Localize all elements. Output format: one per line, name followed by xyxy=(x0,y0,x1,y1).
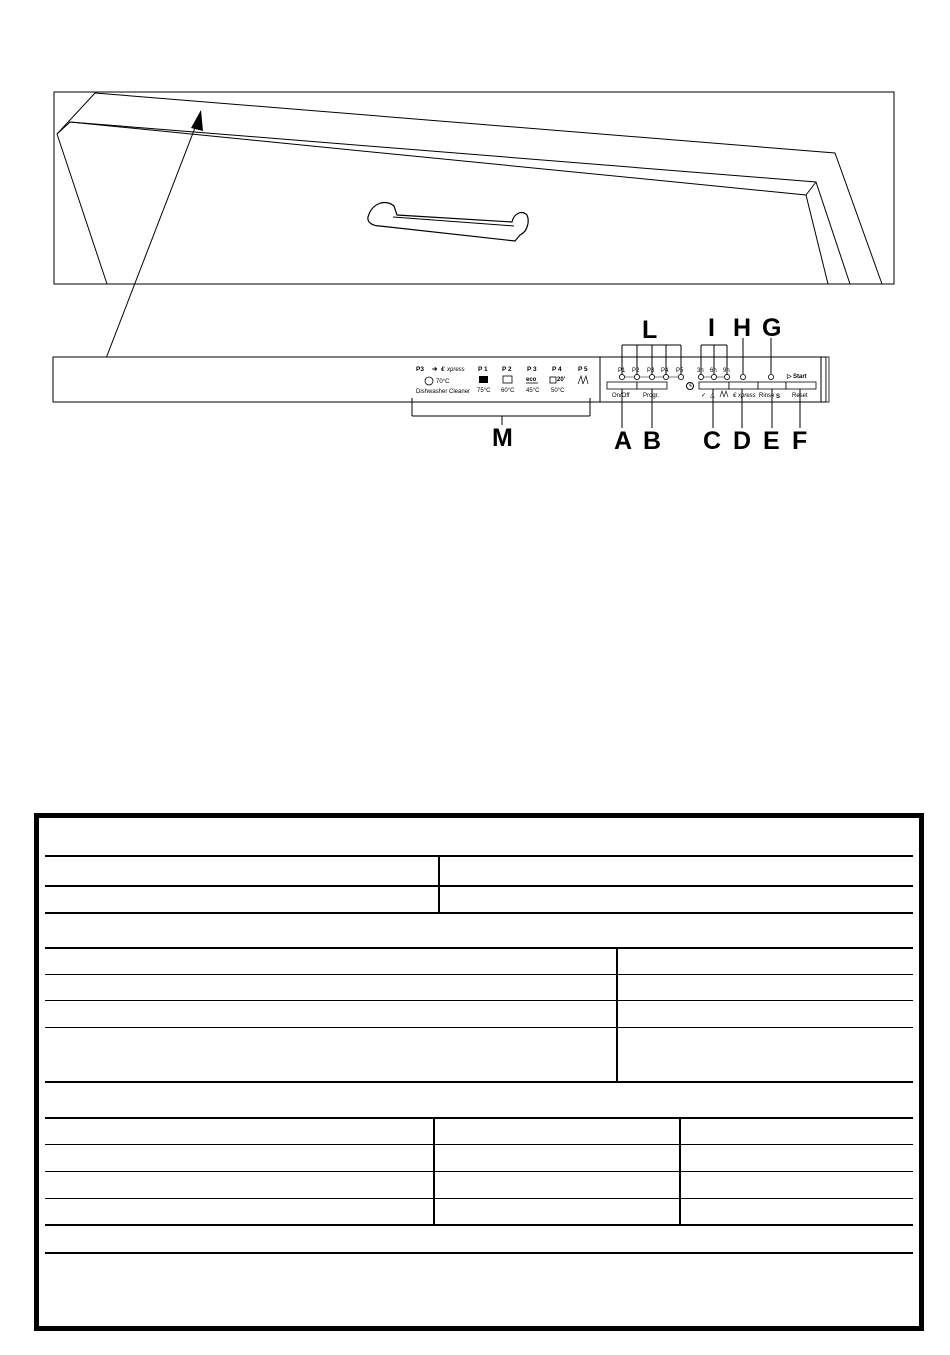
table-row xyxy=(45,887,913,914)
special-program-temperature: 70°C xyxy=(436,379,450,385)
table-row xyxy=(45,1028,913,1083)
express-label: xpress xyxy=(738,393,756,399)
callout-i: I xyxy=(708,314,715,342)
table-cell xyxy=(45,1001,618,1027)
callout-d: D xyxy=(733,427,752,455)
quick-badge: 20' xyxy=(557,377,566,383)
panel-location-arrow xyxy=(93,110,203,392)
program-temp-p4: 50°C xyxy=(551,388,565,394)
start-reset-button[interactable] xyxy=(786,382,816,389)
arrow-right-icon: ➔ xyxy=(432,366,438,373)
spec-table xyxy=(34,813,924,1331)
led-label-3h: 3h xyxy=(697,368,704,374)
program-label-p1: P 1 xyxy=(478,366,488,373)
led-p1 xyxy=(619,374,624,379)
express-button[interactable] xyxy=(729,382,758,389)
start-label: Start xyxy=(793,374,807,380)
rinse-aid-icon: ✓ xyxy=(701,393,707,399)
door-illustration xyxy=(54,92,894,284)
led-label-p1: P1 xyxy=(618,368,626,374)
program-label-p2: P 2 xyxy=(502,366,512,373)
table-cell xyxy=(45,1119,435,1144)
table-cell xyxy=(45,1145,435,1171)
table-cell xyxy=(45,1028,618,1081)
callout-b: B xyxy=(643,427,662,455)
table-cell xyxy=(45,857,440,885)
table-cell xyxy=(45,887,440,912)
special-program-caption: Dishwasher Cleaner xyxy=(416,389,471,395)
salt-icon: △ xyxy=(710,393,715,399)
table-row xyxy=(45,1172,913,1199)
table-row xyxy=(45,1117,913,1145)
led-p5 xyxy=(678,374,683,379)
table-cell xyxy=(45,1199,435,1224)
table-cell xyxy=(45,975,618,1000)
rinse-button[interactable] xyxy=(758,382,786,389)
progr-button[interactable] xyxy=(637,382,667,389)
led-9h xyxy=(724,374,729,379)
door-inner-edge xyxy=(57,122,850,284)
reset-label: Reset xyxy=(792,393,808,399)
special-program-express: xpress xyxy=(447,367,465,373)
table-cell xyxy=(45,1172,435,1198)
callout-m: M xyxy=(492,424,513,452)
door-inner-panel xyxy=(70,122,828,284)
led-p2 xyxy=(634,374,639,379)
door-handle xyxy=(368,203,528,241)
program-label-p3: P 3 xyxy=(527,366,537,373)
table-cell xyxy=(435,1199,681,1224)
table-cell xyxy=(435,1119,681,1144)
callout-h: H xyxy=(733,314,752,342)
rinse-wave-icon: S xyxy=(776,394,781,400)
table-row xyxy=(45,1252,913,1254)
program-label-p5: P 5 xyxy=(578,366,588,373)
delay-button[interactable] xyxy=(699,382,729,389)
callout-f: F xyxy=(792,427,808,455)
on-off-button[interactable] xyxy=(607,382,637,389)
led-label-p4: P4 xyxy=(661,368,669,374)
program-label-p4: P 4 xyxy=(552,366,562,373)
eco-badge: eco xyxy=(526,377,537,383)
program-temp-p1: 75°C xyxy=(477,388,491,394)
arrowhead-icon xyxy=(191,110,203,131)
led-h xyxy=(740,374,745,379)
led-g xyxy=(768,374,773,379)
table-row xyxy=(45,1199,913,1226)
program-temp-p2: 60°C xyxy=(501,388,515,394)
led-label-9h: 9h xyxy=(723,368,730,374)
program-temp-p3: 45°C xyxy=(526,388,540,394)
express-e-icon: € xyxy=(441,366,445,373)
callout-e: E xyxy=(763,427,780,455)
led-p3 xyxy=(649,374,654,379)
panel-end-cap xyxy=(826,357,829,402)
door-side-left xyxy=(57,134,107,284)
start-play-icon: ▷ xyxy=(787,374,792,380)
table-row xyxy=(45,975,913,1001)
callout-c: C xyxy=(703,427,722,455)
on-off-label: On/Off xyxy=(612,393,630,399)
led-3h xyxy=(698,374,703,379)
led-p4 xyxy=(663,374,668,379)
door-corner xyxy=(806,182,816,195)
callout-a: A xyxy=(614,427,633,455)
table-cell xyxy=(435,1172,681,1198)
table-cell xyxy=(435,1145,681,1171)
led-label-p5: P5 xyxy=(676,368,684,374)
table-row xyxy=(45,1145,913,1172)
door-outer-edge xyxy=(57,93,882,284)
table-row xyxy=(45,947,913,975)
special-program-label: P3 xyxy=(416,366,424,373)
table-row xyxy=(45,855,913,887)
led-label-6h: 6h xyxy=(710,368,717,374)
door-frame xyxy=(54,92,894,284)
table-cell xyxy=(45,949,618,974)
callout-g: G xyxy=(762,314,782,342)
led-6h xyxy=(711,374,716,379)
table-row xyxy=(45,1001,913,1028)
callout-l: L xyxy=(642,316,658,344)
express-e-icon: € xyxy=(733,393,737,399)
led-label-p2: P2 xyxy=(632,368,640,374)
intensive-icon xyxy=(479,376,488,383)
rinse-label: Rinse xyxy=(759,393,775,399)
led-label-p3: P3 xyxy=(647,368,655,374)
progr-label: Progr. xyxy=(643,393,660,399)
